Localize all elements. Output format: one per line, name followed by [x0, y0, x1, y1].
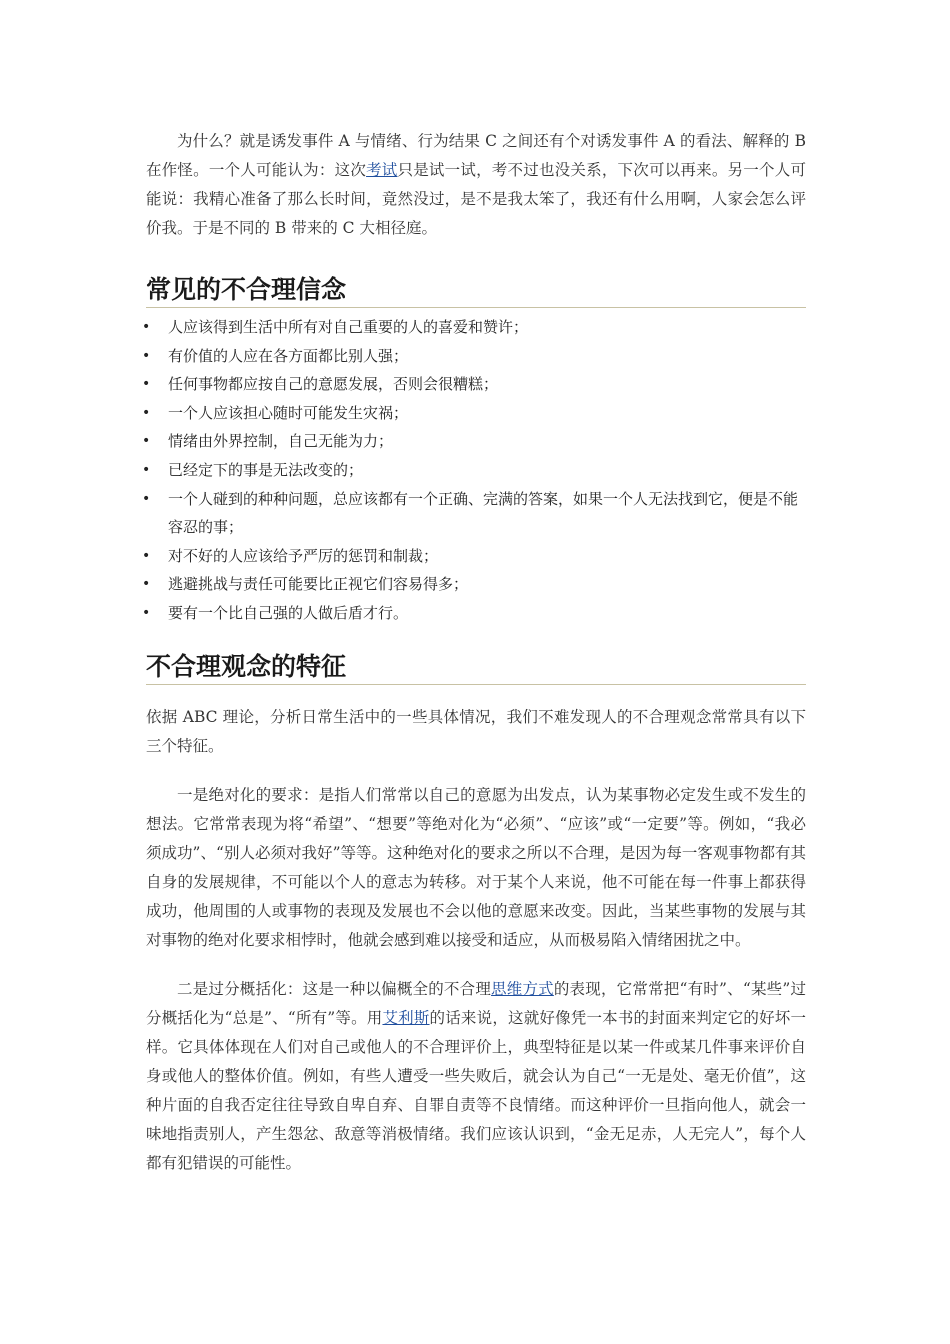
bullet-icon: •: [142, 433, 151, 450]
intro-paragraph: [146, 127, 806, 243]
bullet-icon: •: [142, 604, 151, 621]
list-item: • 逃避挑战与责任可能要比正视它们容易得多；: [146, 570, 806, 599]
ellis-link[interactable]: 艾利斯: [382, 1008, 430, 1027]
absolute-demand-paragraph: 一是绝对化的要求：是指人们常常以自己的意愿为出发点，认为某事物必定发生或不发生的想法。它常常表现为将“希望”、“想要”等绝对化为“必须”、“应该”或“一定要”等。例如，“我必须成功”、“别人必须对我好”等等。这种绝对化的要求之所以不合理，是因为每一客观事物都有其自身的发展规律，不可能以个人的意志为转移。对于某个人来说，他不可能在每一件事上都获得成功，他周围的人或事物的表现及发展也不会以他的意愿来改变。因此，当某些事物的发展与其对事物的绝对化要求相悖时，他就会感到难以接受和适应，从而极易陷入情绪困扰之中。: [146, 785, 806, 949]
list-item: • 有价值的人应在各方面都比别人强；: [146, 342, 806, 371]
bullet-icon: •: [142, 547, 151, 564]
features-intro-paragraph: 依据 ABC 理论，分析日常生活中的一些具体情况，我们不难发现人的不合理观念常常具有以下三个特征。: [146, 707, 806, 755]
exam-link[interactable]: 考试: [366, 161, 398, 179]
bullet-icon: •: [142, 461, 151, 478]
list-item: • 人应该得到生活中所有对自己重要的人的喜爱和赞许；: [146, 313, 806, 342]
bullet-icon: •: [142, 576, 151, 593]
intro-text-1: 为什么？就是诱发事件 A 与情绪、行为结果 C 之间还有个对诱发事件 A 的看法、解释的 B 在作怪。一个人可能认为：这次: [146, 132, 806, 179]
bullet-icon: •: [142, 404, 151, 421]
section-heading-irrational-features: 不合理观念的特征: [146, 650, 806, 685]
section-heading-irrational-beliefs: 常见的不合理信念: [146, 273, 806, 308]
bullet-icon: •: [142, 376, 151, 393]
list-item: • 任何事物都应按自己的意愿发展，否则会很糟糕；: [146, 370, 806, 399]
list-item: • 一个人碰到的种种问题，总应该都有一个正确、完满的答案，如果一个人无法找到它，便是不能容忍的事；: [146, 485, 806, 542]
bullet-icon: •: [142, 490, 151, 507]
list-item: • 已经定下的事是无法改变的；: [146, 456, 806, 485]
intro-text-2: 只是试一试，考不过也没关系，下次可以再来。另一个人可能说：我精心准备了那么长时间，竟然没过，是不是我太笨了，我还有什么用啊，人家会怎么评价我。于是不同的 B 带来的 C 大相径庭。: [146, 161, 806, 237]
list-item: • 要有一个比自己强的人做后盾才行。: [146, 599, 806, 628]
bullet-icon: •: [142, 319, 151, 335]
document-page: [142, 127, 806, 1178]
list-item: • 对不好的人应该给予严厉的惩罚和制裁；: [146, 542, 806, 571]
irrational-beliefs-list: [142, 313, 806, 628]
thinking-style-link[interactable]: 思维方式: [491, 979, 554, 998]
list-item: • 情绪由外界控制，自己无能为力；: [146, 427, 806, 456]
overgeneralization-paragraph: 二是过分概括化：这是一种以偏概全的不合理思维方式的表现，它常常把“有时”、“某些”过分概括化为“总是”、“所有”等。用艾利斯的话来说，这就好像凭一本书的封面来判定它的好坏一样。它具体体现在人们对自己或他人的不合理评价上，典型特征是以某一件或某几件事来评价自身或他人的整体价值。例如，有些人遭受一些失败后，就会认为自己“一无是处、毫无价值”，这种片面的自我否定往往导致自卑自弃、自罪自责等不良情绪。而这种评价一旦指向他人，就会一味地指责别人，产生怨忿、敌意等消极情绪。我们应该认识到，“金无足赤，人无完人”，每个人都有犯错误的可能性。: [146, 979, 806, 1172]
bullet-icon: •: [142, 347, 151, 364]
list-item: • 一个人应该担心随时可能发生灾祸；: [146, 399, 806, 428]
